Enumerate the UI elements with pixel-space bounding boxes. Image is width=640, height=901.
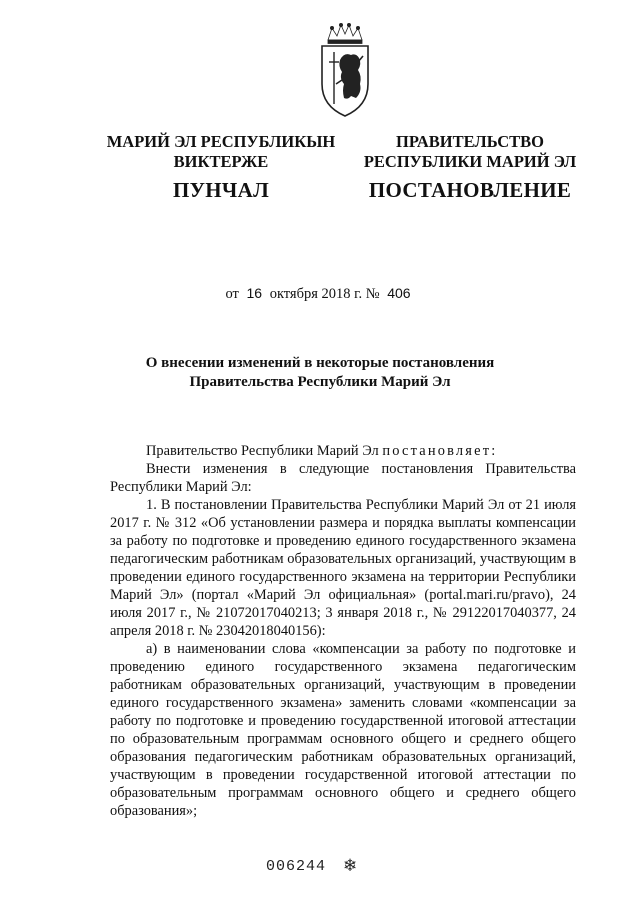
header-left [95, 132, 347, 200]
paragraph-item-1: 1. В постановлении Правительства Республики Марий Эл от 21 июля 2017 г. № 312 «Об установлении размера и порядка выплаты компенсации за работу по подготовке и проведению единого государственного экзамена педагогическим работникам образовательных организаций, участвующим в проведении единого государственного экзамена на территории Республики Марий Эл» (портал «Марий Эл официальная» (portal.mari.ru/pravo), 24 июля 2017 г., № 21072017040213; 3 января 2018 г., № 29122017040377, 24 апреля 2018 г. № 23042018040156): [110, 497, 576, 639]
resolves-word: постановляет: [382, 443, 498, 459]
date-line [0, 285, 640, 303]
paragraph-intro: Внести изменения в следующие постановления Правительства Республики Марий Эл: [110, 461, 576, 495]
document-number: 406 [387, 285, 411, 301]
heading-line1: О внесении изменений в некоторые постановления [145, 355, 495, 371]
document-body [110, 442, 576, 820]
date-prefix: от [225, 286, 239, 302]
header-right-line1: ПРАВИТЕЛЬСТВО [396, 132, 544, 151]
coat-of-arms-icon [318, 22, 372, 118]
paragraph-resolves [110, 442, 576, 460]
heading-line2: Правительства Республики Марий Эл [189, 374, 451, 390]
paragraph-resolves-text: Правительство Республики Марий Эл [146, 443, 383, 459]
document-heading [80, 354, 560, 392]
header-left-title: ПУНЧАЛ [172, 178, 270, 202]
paragraph-item-1a: а) в наименовании слова «компенсации за работу по подготовке и проведению единого государственного экзамена педагогическим работникам образовательных организаций, участвующим в проведении единого государственного экзамена» заменить словами «компенсации за работу по подготовке и проведению государственной итоговой аттестации по образовательным программам основного общего и среднего общего образования педагогическим работникам образовательных организаций, участвующим в проведении государственной итоговой аттестации по образовательным программам основного общего и среднего общего образования»; [110, 641, 576, 819]
header-left-line1: МАРИЙ ЭЛ РЕСПУБЛИКЫН [106, 132, 336, 151]
date-day: 16 [246, 285, 263, 301]
header-right-title: ПОСТАНОВЛЕНИЕ [368, 178, 572, 202]
snowflake-icon: ❄ [343, 856, 358, 876]
serial-number: 006244 [266, 858, 327, 875]
header-right [360, 132, 580, 200]
header-left-line2: ВИКТЕРЖЕ [173, 152, 269, 171]
header-right-line2: РЕСПУБЛИКИ МАРИЙ ЭЛ [363, 152, 577, 171]
date-month-year: октября 2018 г. № [269, 286, 380, 302]
